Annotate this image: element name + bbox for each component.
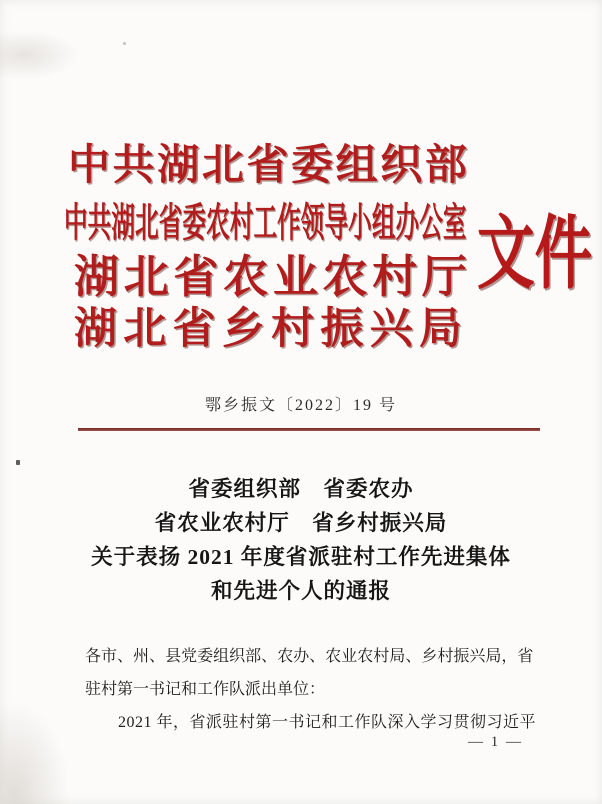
doc-number: 鄂乡振文〔2022〕19 号 [204,397,397,414]
issuer-line-4: 湖 北 省 乡 村 振 兴 局 [74,306,462,353]
title-line-4: 和先进个人的通报 [210,579,391,603]
issuer-line-3: 湖 北 省 农 业 农 村 厅 [74,252,467,302]
header-divider-rule [78,428,540,431]
document-body [85,640,537,739]
title-line-2: 省农业农村厅 省乡村振兴局 [154,511,448,535]
page-number: — 1 — [468,734,523,750]
document-title [0,472,602,608]
scan-speck [16,460,20,465]
scan-smudge-top-left [0,30,80,80]
salutation-line-2: 驻村第一书记和工作队派出单位： [85,681,326,698]
issuer-line-2: 中共湖北省委农村工作领导小组办公室 [64,200,467,245]
body-paragraph-line-1: 2021 年，省派驻村第一书记和工作队深入学习贯彻习近平 [118,714,537,731]
salutation-line-1: 各 市 、 州 、 县 党 委 组 织 部 、 农 办 、 农 业 农 村 局 、 乡 村 振 兴 局 ， 省 [85,648,534,665]
scan-smudge-bottom-left [0,700,70,804]
scan-speck [123,42,126,45]
doc-type-label: 文件 [477,211,593,299]
issuer-line-1: 中 共 湖 北 省 委 组 织 部 [68,143,467,189]
title-line-1: 省委组织部 省委农办 [188,477,414,501]
title-line-3: 关于表扬 2021 年度省派驻村工作先进集体 [91,545,511,569]
